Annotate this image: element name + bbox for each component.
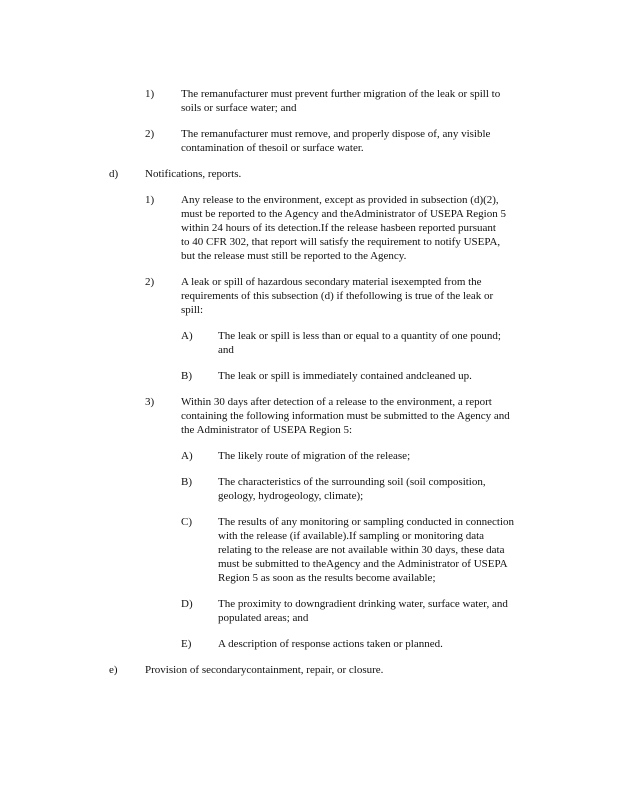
item-1-line-1: The remanufacturer must prevent further migration of the leak or spill to [181,88,501,100]
section-e-title: Provision of secondarycontainment, repair, or closure. [145,664,384,676]
d2-line-3: spill: [181,304,204,316]
d3b-line-2: geology, hydrogeology, climate); [218,490,364,502]
d3a-label: A) [181,450,193,462]
d1-line-4: to 40 CFR 302, that report will satisfy the requirement to notify USEPA, [181,236,501,248]
d1-line-3: within 24 hours of its detection.If the release hasbeen reported pursuant [181,222,496,234]
d3d-label: D) [181,598,193,610]
d3a-line-1: The likely route of migration of the release; [218,450,411,462]
d2b-label: B) [181,370,192,382]
d2b-line-1: The leak or spill is immediately contained andcleaned up. [218,370,472,382]
section-d-label: d) [109,168,119,180]
d3c-line-3: relating to the release are not available within 30 days, these data [218,544,505,556]
section-e-label: e) [109,664,118,676]
d3c-line-4: must be submitted to theAgency and the Administrator of USEPA [218,558,508,570]
d1-line-5: but the release must still be reported to the Agency. [181,250,407,262]
d3b-label: B) [181,476,192,488]
d3c-line-5: Region 5 as soon as the results become available; [218,572,436,584]
d2a-line-2: and [218,344,234,356]
item-2-line-1: The remanufacturer must remove, and properly dispose of, any visible [181,128,491,140]
d3-line-3: the Administrator of USEPA Region 5: [181,424,353,436]
d3d-line-2: populated areas; and [218,612,309,624]
d1-line-2: must be reported to the Agency and theAdministrator of USEPA Region 5 [181,208,506,220]
d3-line-2: containing the following information must be submitted to the Agency and [181,410,510,422]
d3-label: 3) [145,396,155,408]
item-2-line-2: contamination of thesoil or surface water. [181,142,364,154]
d3b-line-1: The characteristics of the surrounding soil (soil composition, [218,476,486,488]
d2-line-1: A leak or spill of hazardous secondary material isexempted from the [181,276,482,288]
item-1-label: 1) [145,88,155,100]
d3c-label: C) [181,516,192,528]
d3e-line-1: A description of response actions taken or planned. [218,638,443,650]
d3-line-1: Within 30 days after detection of a release to the environment, a report [181,396,492,408]
d2a-line-1: The leak or spill is less than or equal to a quantity of one pound; [218,330,501,342]
d3e-label: E) [181,638,192,650]
d2a-label: A) [181,330,193,342]
item-1-line-2: soils or surface water; and [181,102,297,114]
d3d-line-1: The proximity to downgradient drinking water, surface water, and [218,598,508,610]
item-2-label: 2) [145,128,155,140]
section-d-title: Notifications, reports. [145,168,242,180]
d1-label: 1) [145,194,155,206]
d2-line-2: requirements of this subsection (d) if thefollowing is true of the leak or [181,290,494,302]
d3c-line-1: The results of any monitoring or sampling conducted in connection [218,516,515,528]
d1-line-1: Any release to the environment, except as provided in subsection (d)(2), [181,194,499,206]
d2-label: 2) [145,276,155,288]
d3c-line-2: with the release (if available).If sampling or monitoring data [218,530,485,542]
